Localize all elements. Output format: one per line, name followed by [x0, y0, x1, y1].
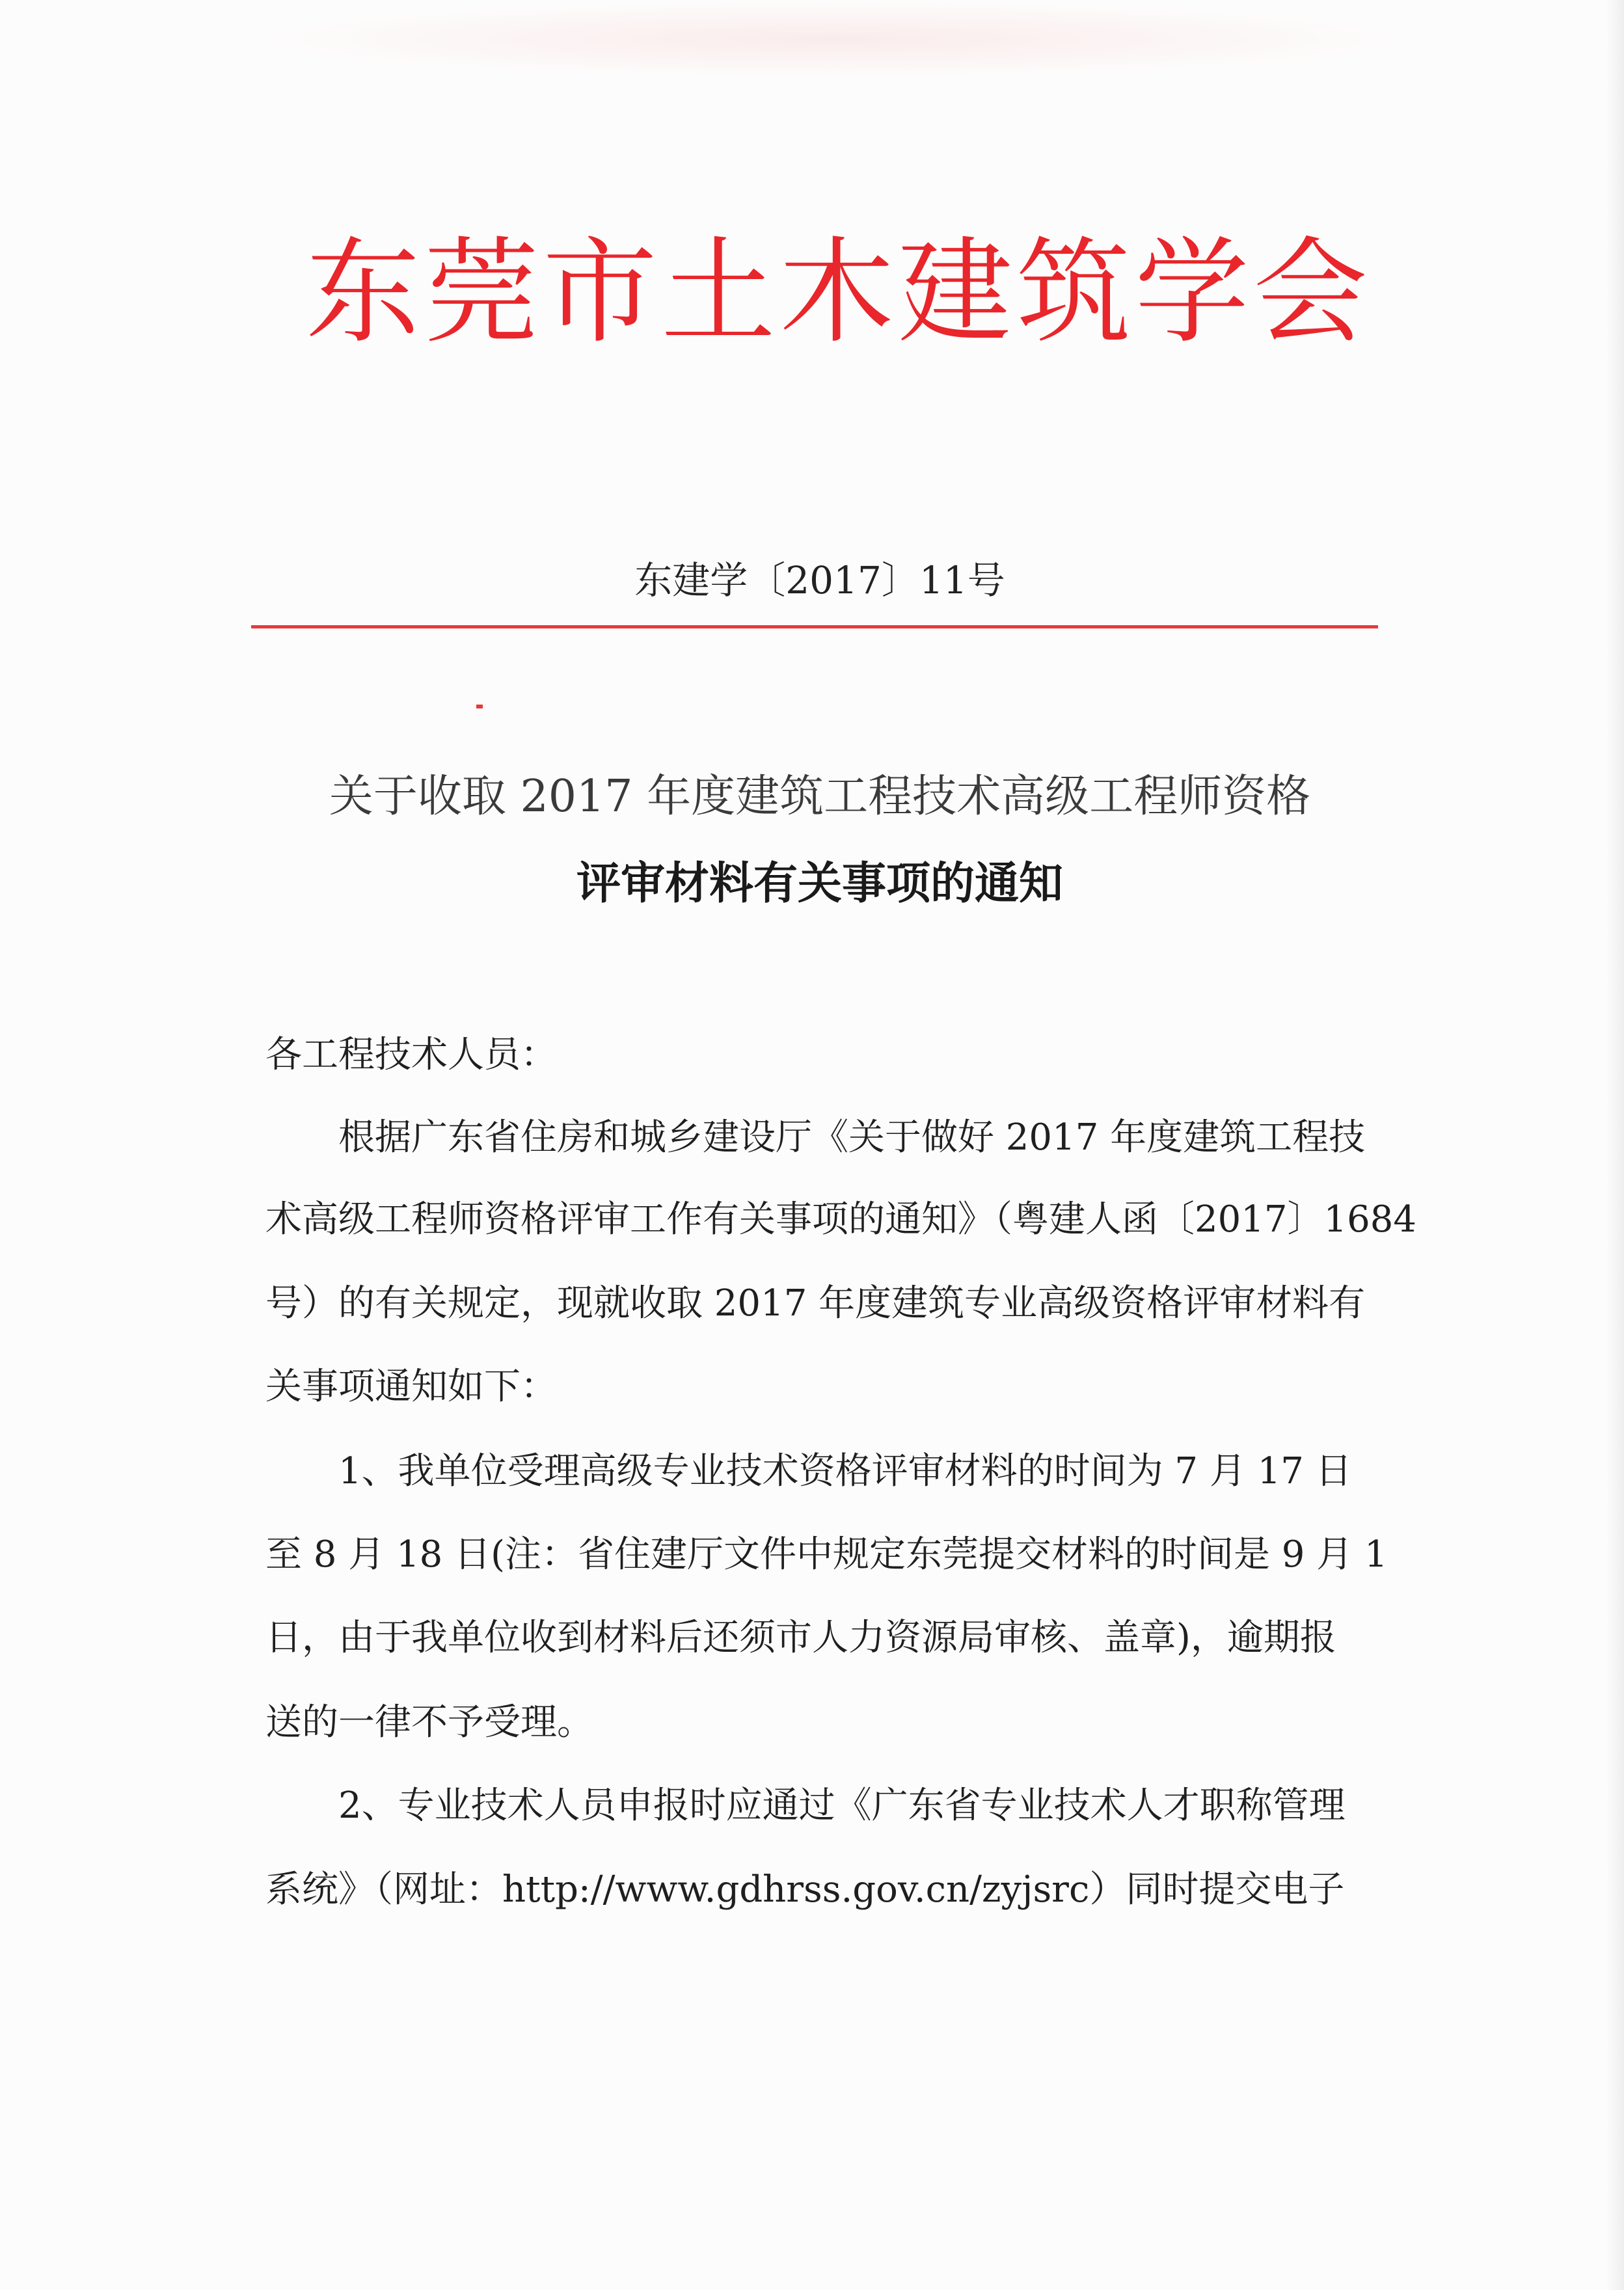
- red-mark: [476, 705, 483, 708]
- notice-title-line-2: 评审材料有关事项的通知: [576, 857, 1063, 909]
- letterhead-divider: [251, 625, 1378, 628]
- body-line: 2、专业技术人员申报时应通过《广东省专业技术人才职称管理: [338, 1785, 1346, 1827]
- document-number: 东建学〔2017〕11号: [634, 558, 1005, 602]
- scan-edge-shadow: [1606, 0, 1624, 2290]
- salutation: 各工程技术人员：: [265, 1034, 557, 1076]
- body-line: 至 8 月 18 日(注：省住建厅文件中规定东莞提交材料的时间是 9 月 1: [265, 1533, 1388, 1576]
- body-line: 号）的有关规定，现就收取 2017 年度建筑专业高级资格评审材料有: [265, 1282, 1366, 1325]
- body-line: 1、我单位受理高级专业技术资格评审材料的时间为 7 月 17 日: [338, 1450, 1352, 1492]
- notice-title-line-1: 关于收取 2017 年度建筑工程技术高级工程师资格: [329, 771, 1311, 822]
- body-line: 送的一律不予受理。: [265, 1701, 593, 1744]
- body-line: 系统》（网址：http://www.gdhrss.gov.cn/zyjsrc）同时提交电子: [265, 1868, 1345, 1911]
- organization-letterhead: 东莞市土木建筑学会: [306, 226, 1372, 359]
- scan-tint: [247, 0, 1418, 78]
- body-line: 日，由于我单位收到材料后还须市人力资源局审核、盖章)，逾期报: [265, 1617, 1336, 1659]
- body-line: 术高级工程师资格评审工作有关事项的通知》（粤建人函〔2017〕1684: [265, 1198, 1417, 1241]
- body-line: 根据广东省住房和城乡建设厅《关于做好 2017 年度建筑工程技: [338, 1116, 1366, 1159]
- body-line: 关事项通知如下：: [265, 1366, 557, 1408]
